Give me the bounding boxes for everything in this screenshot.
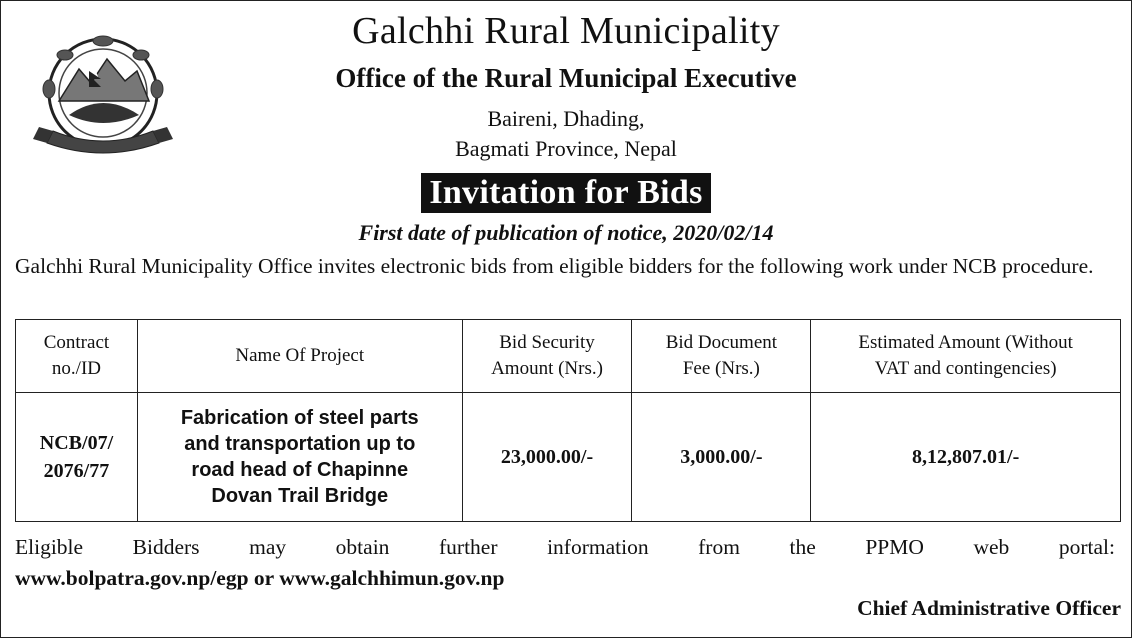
intro-paragraph: Galchhi Rural Municipality Office invites electronic bids from eligible bidders for the following work under NCB procedure. <box>15 254 1094 278</box>
header-project-name: Name Of Project <box>137 320 462 393</box>
office-subtitle: Office of the Rural Municipal Executive <box>335 63 797 93</box>
portal-info-text: Eligible Bidders may obtain further information from the PPMO web portal: <box>15 535 1115 559</box>
project-name-cell: Fabrication of steel parts and transportation up to road head of Chapinne Dovan Trail Bridge <box>137 393 462 522</box>
estimated-amount-cell: 8,12,807.01/- <box>811 393 1121 522</box>
contract-id-cell: NCB/07/ 2076/77 <box>16 393 138 522</box>
signatory: Chief Administrative Officer <box>857 596 1121 620</box>
table-header-row <box>16 320 1121 393</box>
bid-security-cell: 23,000.00/- <box>462 393 632 522</box>
publication-date: First date of publication of notice, 2020/02/14 <box>358 220 774 245</box>
table-row <box>16 393 1121 522</box>
header-bid-security: Bid Security Amount (Nrs.) <box>462 320 632 393</box>
portal-links: www.bolpatra.gov.np/egp or www.galchhimun.gov.np <box>15 566 505 590</box>
notice-heading-wrap <box>1 173 1131 213</box>
address-line-2: Bagmati Province, Nepal <box>455 136 677 161</box>
notice-heading: Invitation for Bids <box>421 173 710 213</box>
header-estimated-amount: Estimated Amount (Without VAT and contingencies) <box>811 320 1121 393</box>
doc-fee-cell: 3,000.00/- <box>632 393 811 522</box>
address-line-1: Baireni, Dhading, <box>487 106 645 131</box>
header-doc-fee: Bid Document Fee (Nrs.) <box>632 320 811 393</box>
bid-table <box>15 319 1121 522</box>
header-contract-id: Contract no./ID <box>16 320 138 393</box>
municipality-title: Galchhi Rural Municipality <box>352 10 780 52</box>
